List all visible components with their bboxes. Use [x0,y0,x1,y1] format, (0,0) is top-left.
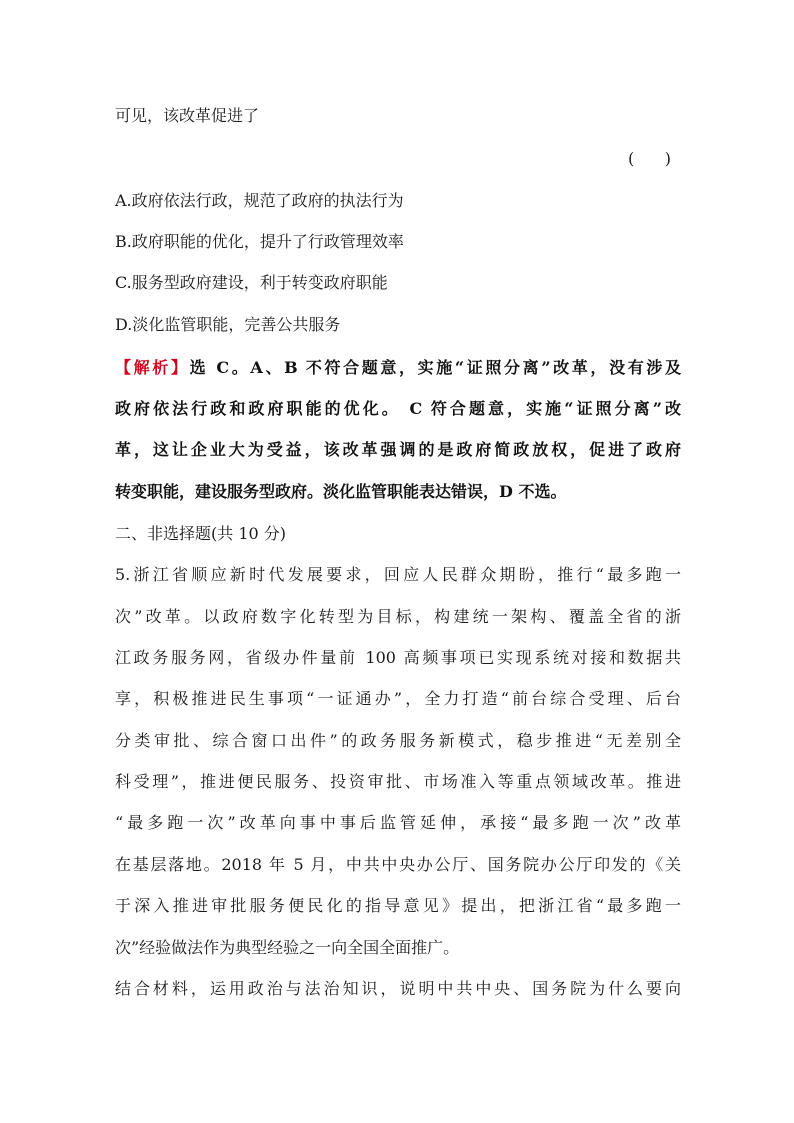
q5-line-7: “最多跑一次”改革向事中事后监管延伸，承接“最多跑一次”改革 [115,813,681,832]
q5-line-5: 分类审批、综合窗口出件”的政务服务新模式，稳步推进“无差别全 [115,731,681,750]
q5-line-3: 江政务服务网，省级办件量前 100 高频事项已实现系统对接和数据共 [115,648,681,667]
q5-line-8: 在基层落地。2018 年 5 月，中共中央办公厅、国务院办公厅印发的《关 [115,855,681,874]
q5-line-10: 次”经验做法作为典型经验之一向全国全面推广。 [115,938,460,957]
q5-line-9: 于深入推进审批服务便民化的指导意见》提出，把浙江省“最多跑一 [115,896,681,915]
answer-bracket: ( ) [628,149,671,168]
analysis-line-4: 转变职能，建设服务型政府。淡化监管职能表达错误，D 不选。 [115,482,567,501]
option-b: B.政府职能的优化，提升了行政管理效率 [115,232,404,251]
section-heading: 二、非选择题(共 10 分) [115,524,287,543]
option-a: A.政府依法行政，规范了政府的执法行为 [115,191,404,210]
q5-prompt: 结合材料，运用政治与法治知识，说明中共中央、国务院为什么要向 [115,979,681,998]
analysis-line-3: 革，这让企业大为受益，该改革强调的是政府简政放权，促进了政府 [115,440,681,459]
option-d: D.淡化监管职能，完善公共服务 [115,315,341,334]
analysis-line-1 [115,357,681,379]
q5-line-4: 享，积极推进民生事项“一证通办”，全力打造“前台综合受理、后台 [115,689,681,708]
analysis-text-1: 选 C。A、B 不符合题意，实施“证照分离”改革，没有涉及 [189,358,681,377]
q5-line-6: 科受理”，推进便民服务、投资审批、市场准入等重点领域改革。推进 [115,772,681,791]
question-stem-tail: 可见，该改革促进了 [115,106,260,125]
analysis-line-2: 政府依法行政和政府职能的优化。 C 符合题意，实施“证照分离”改 [115,399,681,418]
analysis-tag: 【解析】 [115,358,190,377]
q5-line-1: 5.浙江省顺应新时代发展要求，回应人民群众期盼，推行“最多跑一 [115,565,681,584]
q5-line-2: 次”改革。以政府数字化转型为目标，构建统一架构、覆盖全省的浙 [115,607,681,626]
option-c: C.服务型政府建设，利于转变政府职能 [115,273,388,292]
